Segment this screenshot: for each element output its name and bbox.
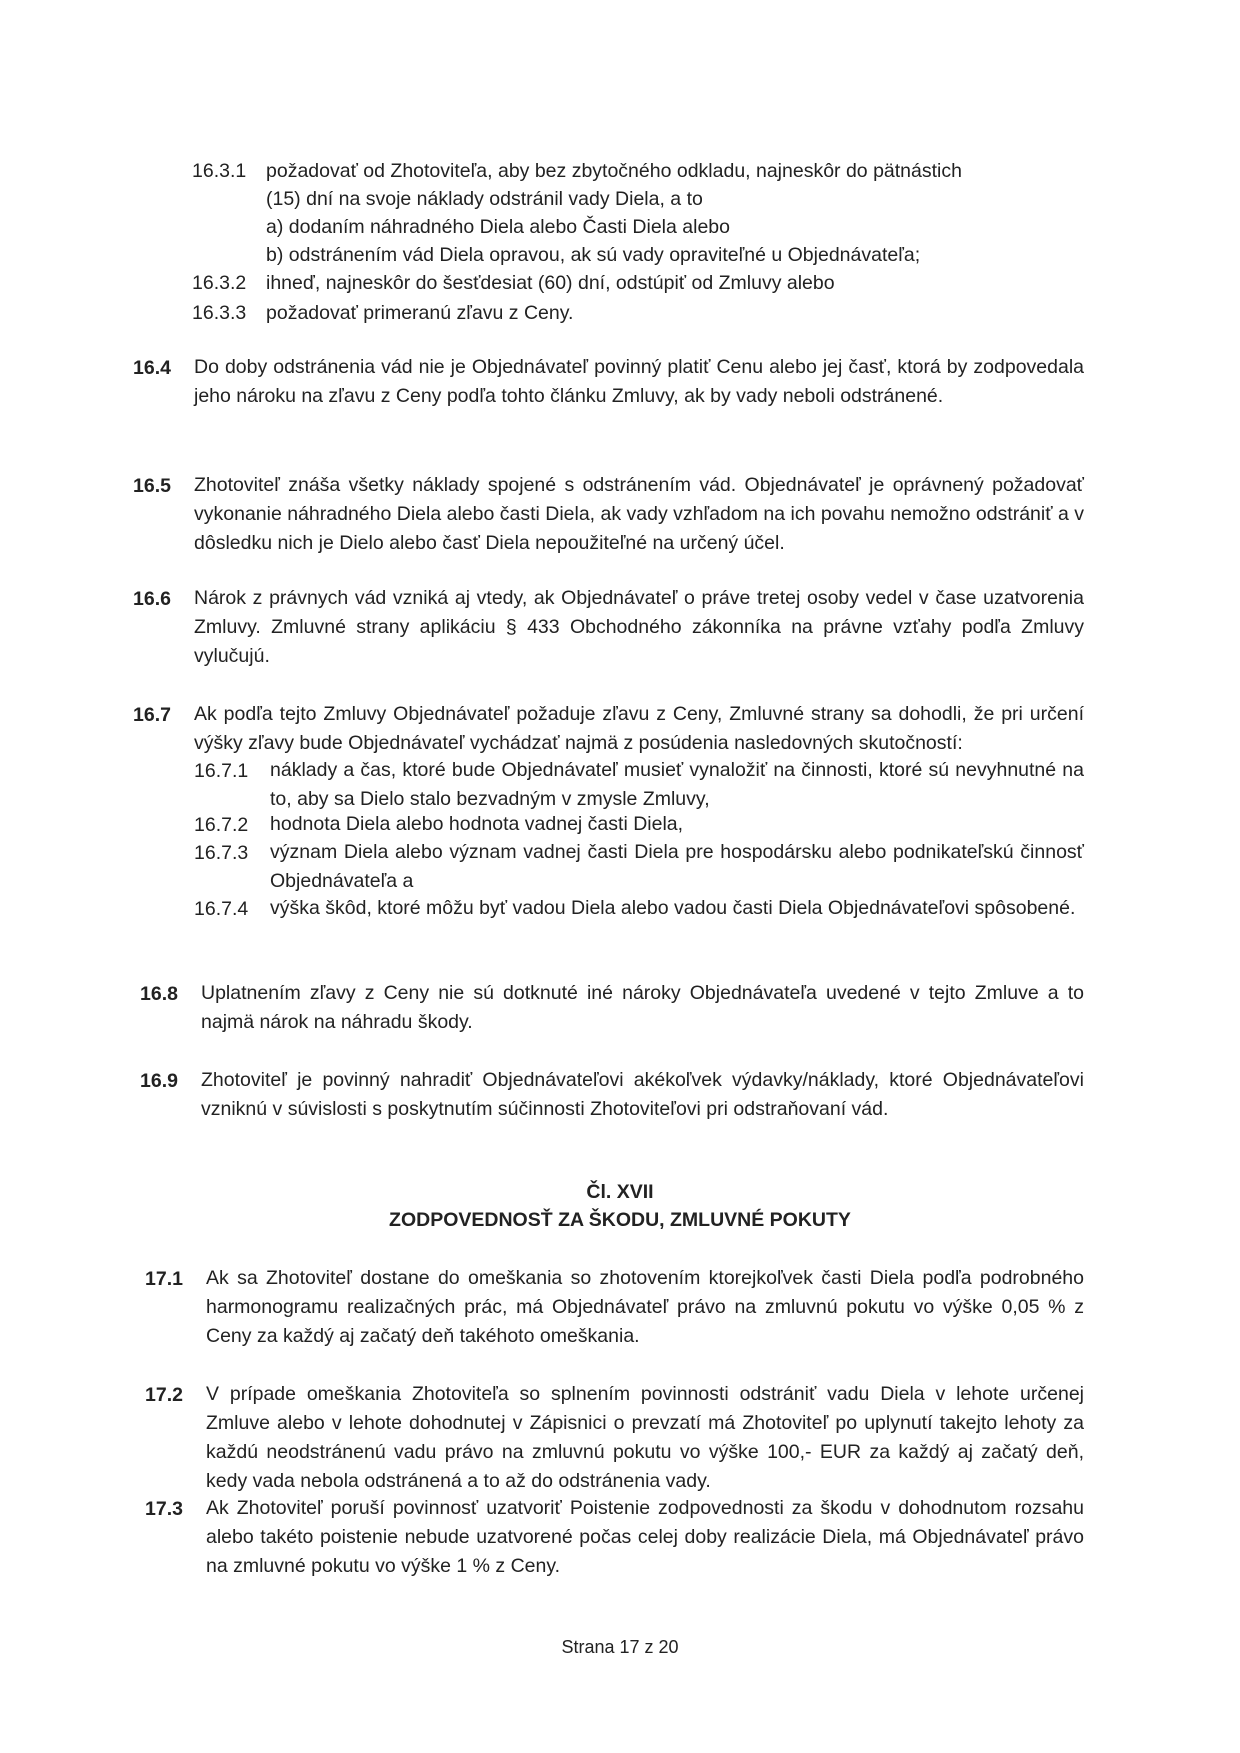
- clause-number: 16.6: [133, 588, 171, 610]
- clause-text: Zhotoviteľ znáša všetky náklady spojené s odstránením vád. Objednávateľ je oprávnený požadovať vykonanie náhradného Diela alebo časti Diela, ak vady vzhľadom na ich povahu nemožno odstrániť a v dôsledku nich je Dielo alebo časť Diela nepoužiteľné na určený účel.: [194, 474, 1084, 554]
- page-number: Strana 17 z 20: [561, 1637, 679, 1657]
- clause-number: 17.2: [145, 1384, 183, 1406]
- item-number: 16.7.1: [194, 760, 249, 782]
- item-text: požadovať primeranú zľavu z Ceny.: [266, 302, 574, 324]
- item-text: b) odstránením vád Diela opravou, ak sú vady opraviteľné u Objednávateľa;: [266, 244, 921, 266]
- clause-text: Ak podľa tejto Zmluvy Objednávateľ požaduje zľavu z Ceny, Zmluvné strany sa dohodli, že pri určení výšky zľavy bude Objednávateľ vychádzať najmä z posúdenia nasledovných skutočností:: [194, 703, 1084, 754]
- clause-number: 16.5: [133, 475, 171, 497]
- item-text: a) dodaním náhradného Diela alebo Časti Diela alebo: [266, 216, 730, 238]
- article-title: ZODPOVEDNOSŤ ZA ŠKODU, ZMLUVNÉ POKUTY: [389, 1209, 851, 1231]
- clause-number: 17.1: [145, 1268, 183, 1290]
- clause-text: Do doby odstránenia vád nie je Objednávateľ povinný platiť Cenu alebo jej časť, ktorá by zodpovedala jeho nároku na zľavu z Ceny podľa tohto článku Zmluvy, ak by vady neboli odstránené.: [194, 356, 1084, 407]
- clause-text: Ak Zhotoviteľ poruší povinnosť uzatvoriť Poistenie zodpovednosti za škodu v dohodnutom rozsahu alebo takéto poistenie nebude uzatvorené počas celej doby realizácie Diela, má Objednávateľ právo na zmluvné pokutu vo výške 1 % z Ceny.: [206, 1497, 1084, 1577]
- clause-number: 16.8: [140, 983, 178, 1005]
- article-number: Čl. XVII: [586, 1181, 654, 1203]
- item-text: požadovať od Zhotoviteľa, aby bez zbytočného odkladu, najneskôr do pätnástich: [266, 160, 962, 182]
- item-number: 16.3.1: [192, 160, 247, 182]
- item-text: náklady a čas, ktoré bude Objednávateľ musieť vynaložiť na činnosti, ktoré sú nevyhnutné na to, aby sa Dielo stalo bezvadným v zmysle Zmluvy,: [270, 759, 1084, 810]
- clause-number: 16.9: [140, 1070, 178, 1092]
- clause-number: 16.4: [133, 357, 171, 379]
- clause-number: 16.7: [133, 704, 171, 726]
- clause-text: Zhotoviteľ je povinný nahradiť Objednávateľovi akékoľvek výdavky/náklady, ktoré Objednávateľovi vzniknú v súvislosti s poskytnutím súčinnosti Zhotoviteľovi pri odstraňovaní vád.: [201, 1069, 1084, 1120]
- clause-text: Nárok z právnych vád vzniká aj vtedy, ak Objednávateľ o práve tretej osoby vedel v čase uzatvorenia Zmluvy. Zmluvné strany aplikáciu § 433 Obchodného zákonníka na právne vzťahy podľa Zmluvy vylučujú.: [194, 587, 1084, 667]
- item-text: výška škôd, ktoré môžu byť vadou Diela alebo vadou časti Diela Objednávateľovi spôsobené.: [270, 897, 1076, 919]
- clause-text: Ak sa Zhotoviteľ dostane do omeškania so zhotovením ktorejkoľvek časti Diela podľa podrobného harmonogramu realizačných prác, má Objednávateľ právo na zmluvnú pokutu vo výške 0,05 % z Ceny za každý aj začatý deň takéhoto omeškania.: [206, 1267, 1084, 1347]
- item-number: 16.3.3: [192, 302, 247, 324]
- item-number: 16.7.4: [194, 898, 249, 920]
- item-text: hodnota Diela alebo hodnota vadnej časti Diela,: [270, 813, 684, 835]
- clause-text: Uplatnením zľavy z Ceny nie sú dotknuté iné nároky Objednávateľa uvedené v tejto Zmluve a to najmä nárok na náhradu škody.: [201, 982, 1084, 1033]
- item-text: význam Diela alebo význam vadnej časti Diela pre hospodársku alebo podnikateľskú činnosť Objednávateľa a: [270, 841, 1084, 892]
- item-number: 16.7.2: [194, 814, 249, 836]
- item-number: 16.7.3: [194, 842, 249, 864]
- clause-text: V prípade omeškania Zhotoviteľa so splnením povinnosti odstrániť vadu Diela v lehote určenej Zmluve alebo v lehote dohodnutej v Zápisnici o prevzatí má Zhotoviteľ po uplynutí takejto lehoty za každú neodstránenú vadu právo na zmluvnú pokutu vo výške 100,- EUR za každý aj začatý deň, kedy vada nebola odstránená a to až do odstránenia vady.: [206, 1383, 1084, 1492]
- item-number: 16.3.2: [192, 272, 247, 294]
- item-text: (15) dní na svoje náklady odstránil vady Diela, a to: [266, 188, 703, 210]
- clause-number: 17.3: [145, 1498, 183, 1520]
- item-text: ihneď, najneskôr do šesťdesiat (60) dní, odstúpiť od Zmluvy alebo: [266, 272, 835, 294]
